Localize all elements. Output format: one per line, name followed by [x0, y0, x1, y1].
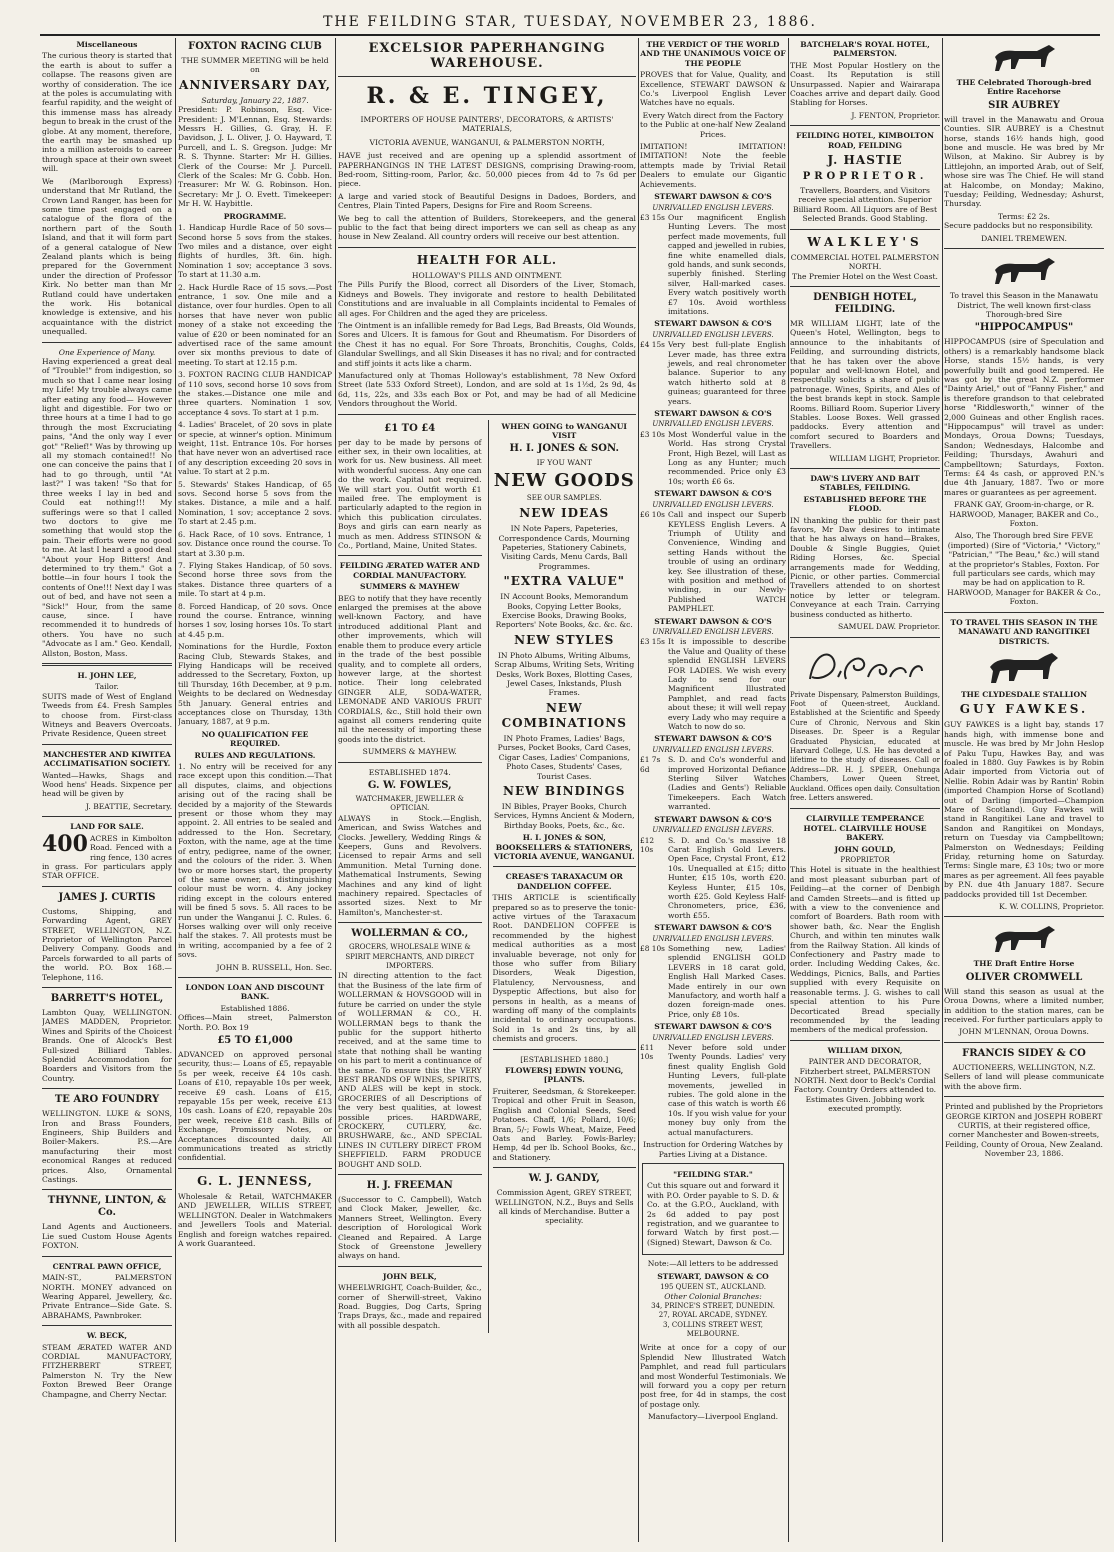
- tingey-title: R. & E. TINGEY,: [366, 83, 608, 109]
- russell-signature: JOHN B. RUSSELL, Hon. Sec.: [216, 962, 332, 972]
- denbigh-title: DENBIGH HOTEL, FEILDING.: [813, 291, 917, 315]
- imitation-note: IMITATION! IMITATION! IMITATION! Note the feeble attempts made by Trivial Retail Dealers to emulate our Gigantic Achievements.: [640, 142, 786, 189]
- ordering-instructions: Instruction for Ordering Watches by Parties Living at a Distance.: [643, 1140, 783, 1159]
- dawson-name: STEWART DAWSON & CO'S: [654, 616, 772, 626]
- tingey-address: VICTORIA AVENUE, WANGANUI, & PALMERSTON NORTH,: [369, 137, 605, 147]
- divider: [944, 248, 1104, 249]
- divider: [944, 1042, 1104, 1043]
- batchelar-title: BATCHELAR'S ROYAL HOTEL, PALMERSTON.: [800, 40, 930, 59]
- dr-speer-signature-image: [800, 643, 930, 689]
- belk-body: WHEELWRIGHT, Coach-Builder, &c., corner of Sherwill-street, Vakino Road. Buggies, Dog Carts, Spring Traps Drays, &c., made and repaired with all possible despatch.: [338, 1283, 482, 1330]
- divider: [493, 1049, 637, 1050]
- watch-item: [640, 213, 786, 316]
- racehorse-illustration: [989, 254, 1059, 288]
- denbigh-signature: WILLIAM LIGHT, Proprietor.: [829, 453, 940, 463]
- watch-price: £6 10s: [640, 510, 665, 520]
- freeman-body: (Successor to C. Campbell), Watch and Clock Maker, Jeweller, &c. Manners Street, Wellington. Every description of Horological Work Cleaned and Repaired. A Large Stock of Greenstone Jewellery always on hand.: [338, 1195, 482, 1261]
- sidey-subtitle: AUCTIONEERS, WELLINGTON, N.Z.: [952, 1062, 1096, 1072]
- hop-bitters-poem: Having experienced a great deal of "Trouble!" from indigestion, so much so that I came near losing my Life! My trouble always came after eating any food— However light and digestible. For two or three hours at a time I had to go through the most Excruciating pains, "And the only way I ever got" "Relief!" Was by throwing up all my stomach contained!! No one can conceive the pains that I had to go through, until "At last?" I was taken! "So that for three weeks I lay in bed and Could eat nothing!!! My sufferings were so that I called two doctors to give me something that would stop the pain. Their efforts were no good to me. At last I heard a good deal "About your Hop Bitters! And determined to try them." Got a bottle—in four hours I took the contents of One!!! Next day I was out of bed, and have not seen a "Sick!" Hour, from the same cause, since. I have recommended it to hundreds of others. You have no such "Advocate as I am." Geo. Kendall, Allston, Boston, Mass.: [42, 357, 172, 658]
- hippocampus-name: "HIPPOCAMPUS": [974, 322, 1074, 334]
- order-coupon[interactable]: [642, 1163, 784, 1255]
- belk-title: JOHN BELK,: [382, 1271, 437, 1281]
- aubrey-signature: DANIEL TREMEWEN.: [981, 233, 1067, 243]
- feilding-hotel-body: Travellers, Boarders, and Visitors receive special attention. Superior Billiard Room. All Liquors are of Best Selected Brands. Good Stabling.: [793, 186, 937, 224]
- draft-horse-illustration: [989, 922, 1059, 956]
- nominations: Nominations for the Hurdle, Foxton Racing Club, Stewards Stakes, and Flying Handicaps will be received addressed to the Secretary, Foxton, up till Thursday, 16th December, at 9 p.m. Weights to be declared on Wednesday 5th January. General entries and acceptances close on Thursday, 13th January, 1887, at 9 p.m.: [178, 642, 332, 727]
- race-event: 5. Stewards' Stakes Handicap, of 65 sovs. Second horse 5 sovs from the stakes. Distance, a mile and a half. Nomination, 1 sov; acceptance 2 sovs. To start at 2.45 p.m.: [178, 479, 332, 527]
- divider: [338, 247, 636, 248]
- loan-title: LONDON LOAN AND DISCOUNT BANK.: [185, 982, 325, 1002]
- dawson-subtitle: UNRIVALLED ENGLISH LEVERS.: [652, 420, 774, 429]
- health-paragraph: The Pills Purify the Blood, correct all Disorders of the Liver, Stomach, Kidneys and Bowels. They invigorate and restore to health Debilitated Constitutions and are invaluable in all Complaints incidental to Females of all ages. For Children and the aged they are priceless.: [338, 280, 636, 318]
- dawson-name: STEWART DAWSON & CO'S: [654, 409, 772, 419]
- new-styles-heading: NEW STYLES: [514, 632, 615, 647]
- divider: [790, 468, 940, 469]
- extra-value-body: IN Account Books, Memorandum Books, Copying Letter Books, Exercise Books, Drawing Books, Reporters' Note Books, &c. &c. &c.: [495, 592, 633, 630]
- money-text: per day to be made by persons of either sex, in their own localities, at work for us. New business. All meet with wonderful success. Any one can do the work. Capital not required. We will start you. Outfit worth £1 mailed free. The employment is particularly adapted to the region in which this publication circulates. Boys and girls can earn nearly as much as men. Address STINSON & Co., Portland, Maine, United States.: [338, 437, 482, 551]
- divider: [42, 987, 172, 988]
- dawson-name: STEWART DAWSON & CO'S: [654, 734, 772, 744]
- tingey-subtitle: IMPORTERS OF HOUSE PAINTERS', DECORATORS, & ARTISTS' MATERIALS,: [360, 115, 614, 134]
- watch-desc: Never before sold under Twenty Pounds. Ladies' very finest quality English Gold Hunting Levers, full-plate movements, jewelled in rubies. The gold alone in the case of this watch is worth £6 10s. If you wish value for your money buy only from the actual manufacturers.: [668, 1043, 786, 1137]
- fowles-subtitle: WATCHMAKER, JEWELLER & OPTICIAN.: [355, 794, 464, 813]
- watch-desc: Call and inspect our Superb KEYLESS English Levers. A Triumph of Utility and Convenience, Winding and setting Hands without the trouble of using an ordinary key. See illustration of these, with position and method of winding, in our Newly-Published WATCH PAMPHLET.: [668, 510, 786, 614]
- watch-item: [640, 1043, 786, 1137]
- guy-fawkes-name: GUY FAWKES.: [959, 702, 1089, 717]
- masthead: THE FEILDING STAR, TUESDAY, NOVEMBER 23, 1886.: [40, 10, 1100, 36]
- new-styles-body: IN Photo Albums, Writing Albums, Scrap Albums, Writing Sets, Writing Desks, Work Boxes, Blotting Cases, Jewel Cases, Inkstands, Plush Frames.: [494, 650, 635, 698]
- land-title: LAND FOR SALE.: [70, 822, 144, 832]
- tingey-paragraph: A large and varied stock of Beautiful Designs in Dadoes, Borders, and Centres, Plain Tinted Papers, Designs for Fire and Room Screens.: [338, 191, 636, 211]
- divider: [42, 816, 172, 817]
- race-event: 4. Ladies' Bracelet, of 20 sovs in plate or specie, at winner's option. Minimum weight, 11st. Entrance 10s. For horses that have never won an advertised race of any description exceeding 20 sovs in value. To start at 2 p.m.: [178, 420, 332, 477]
- clydesdale-heading: THE CLYDESDALE STALLION: [960, 689, 1088, 699]
- land-acres-number: 400: [42, 830, 88, 857]
- earth-theory-paragraph: The curious theory is started that the earth is about to suffer a collapse. The reasons given are worthy of consideration. The ice at the poles is accumulating with fearful rapidity, and the weight of this immense mass has already begun to break in the crust of the globe. At any moment, therefore, the earth may be smashed up into a million asteroids to career through space at their own sweet will.: [42, 51, 172, 174]
- watch-price: £12 10s: [640, 835, 655, 854]
- rules-body: 1. No entry will be received for any race except upon this condition.—That all disputes, claims, and objections arising out of the racing shall be decided by a majority of the Stewards present or those whom they may appoint. 2. All entries to be sealed and addressed to the Hon. Secretary, Foxton, with the name, age at the time of entry, pedigree, name of the owner, and the colours of the rider. 3. When two or more horses start, the property of the same owner, a distinguishing colour must be worn. 4. Any jockey riding except in the colours entered will be fined 5 sovs. 5. All races to be run under the Wanganui J. C. Rules. 6. Horses walking over will only receive half the stakes. 7. All protests must be in writing, accompanied by a fee of 2 sovs.: [178, 762, 332, 960]
- poem-title: One Experience of Many.: [58, 347, 156, 357]
- watch-price: £3 15s: [640, 637, 665, 647]
- jones-want: IF YOU WANT: [536, 458, 592, 468]
- column-3-left: [338, 420, 482, 1334]
- dawson-address-name: STEWART, DAWSON & CO: [657, 1271, 769, 1281]
- gould-name: JOHN GOULD,: [834, 844, 896, 854]
- column-1: [42, 38, 172, 1542]
- publisher-imprint: Printed and published by the Proprietors GEORGE KIRTON and JOSEPH ROBERT CURTIS, at their registered office, corner Manchester and Bowen-streets, Feilding, County of Oroua, New Zealand. November 23, 1886.: [945, 1102, 1103, 1159]
- race-event: 6. Hack Race, of 10 sovs. Entrance, 1 sov. Distance once round the course. To start at 3.30 p.m.: [178, 529, 332, 558]
- divider: [42, 342, 172, 343]
- watch-price: £11 10s: [640, 1043, 655, 1062]
- address-note: Note:—All letters to be addressed: [647, 1259, 779, 1269]
- column-rule: [175, 38, 176, 1542]
- watch-item: [640, 510, 786, 613]
- watch-item: [640, 340, 786, 406]
- gandy-title: W. J. GANDY,: [528, 1173, 600, 1185]
- divider: [42, 1189, 172, 1190]
- flora-paragraph: We (Marlborough Express) understand that Mr Rutland, the Crown Land Ranger, has been for some time past engaged on a catalogue of the flora of the northern part of the South Island, and that it will form part of a general catalogue of New Zealand plants which is being prepared for the Government under the direction of Professor Kirk. No better man than Mr Rutland could have undertaken the work. His botanical knowledge is extensive, and his acquaintance with the district unequalled.: [42, 176, 172, 337]
- batchelar-body: THE Most Popular Hostlery on the Coast. Its Reputation is still Unsurpassed. Napier and Wairarapa Coaches arrive and depart daily. Good Stabling for Horses.: [790, 60, 940, 108]
- watch-price: £1 7s 6d: [640, 755, 661, 774]
- new-ideas-heading: NEW IDEAS: [519, 506, 610, 521]
- watch-price: £3 10s: [640, 429, 665, 439]
- watch-desc: Something new, Ladies' splendid ENGLISH GOLD LEVERS in 18 carat gold, English Hall Marked Cases. Made entirely in our own Manufactory, and worth half a dozen foreign-made ones. Price, only £8 10s.: [668, 943, 786, 1019]
- fowles-body: ALWAYS in Stock.—English, American, and Swiss Watches and Clocks. Jewellery, Wedding Rings & Keepers, Guns and Revolvers. Licensed to repair Arms and sell Ammunition. Metal Turning done. Mathematical Instruments, Sewing Machines and any kind of light machinery repaired. Spectacles of assorted sizes. Next to Mr Hamilton's, Manchester-st.: [338, 813, 482, 917]
- racehorse-illustration: [989, 41, 1059, 75]
- new-combinations-body: IN Photo Frames, Ladies' Bags, Purses, Pocket Books, Card Cases, Cigar Cases, Ladies' Companions, Photo Cases, Students' Cases, Tourist Cases.: [497, 733, 631, 781]
- feilding-hotel-title: FEILDING HOTEL, KIMBOLTON ROAD, FEILDING: [796, 131, 934, 150]
- feve-notice: Also, The Thorough bred Sire FEVE (imported) (Sire of "Victoria," "Victory," "Patrician," "The Beau," &c.) will stand at the proprietor's Stables, Foxton. For full particulars see cards, which may may be had on application to R. HARWOOD, Manager for BAKER & Co., Foxton.: [947, 531, 1101, 607]
- verdict-title: THE VERDICT OF THE WORLD AND THE UNANIMOUS VOICE OF THE PEOPLE: [640, 40, 786, 68]
- sidey-title: FRANCIS SIDEY & CO: [962, 1047, 1086, 1059]
- tingey-paragraph: We beg to call the attention of Builders, Storekeepers, and the general public to the fact that being direct importers we can sell as cheap as any house in New Zealand. All country orders will receive our best attention.: [338, 213, 636, 242]
- summers-title: SUMMERS & MAYHEW: [360, 582, 460, 592]
- divider: [338, 1174, 482, 1175]
- jones-intro: WHEN GOING to WANGANUI VISIT: [501, 421, 627, 440]
- watch-item: [640, 430, 786, 486]
- watch-item: [640, 944, 786, 1019]
- watch-desc: Our magnificent English Hunting Levers. The most perfect made movements, full capped and jewelled in rubies, fine white enamelled dials, gold hands, and sunk seconds, superbly finished. Sterling silver, Hall-marked cases. Every watch positively worth £7 10s. Avoid worthless imitations.: [668, 212, 786, 316]
- watch-item: [640, 755, 786, 811]
- dawson-subtitle: UNRIVALLED ENGLISH LEVERS.: [652, 934, 774, 943]
- other-branches: Other Colonial Branches:: [664, 1292, 762, 1302]
- rules-heading: RULES AND REGULATIONS.: [194, 750, 316, 760]
- divider: [790, 637, 940, 638]
- new-bindings-heading: NEW BINDINGS: [503, 783, 626, 798]
- speer-signature-text: [844, 686, 845, 687]
- divider: [493, 866, 637, 867]
- fowles-title: G. W. FOWLES,: [367, 779, 452, 791]
- clairville-body: This Hotel is situate in the healthiest and most pleasant suburban part of Feilding—at the corner of Denbigh and Camden Streets—and is fitted up with a view to the convenience and comfort of Boarders. Bath room with shower bath, &c. Near the English Church, and within ten minutes walk from the Railway Station. All kinds of Confectionery and Pastry made to order. Including Wedding Cakes, &c. Weddings, Picnics, Balls, and Parties supplied with every Requisite on reasonable terms. J. G. wishes to call special attention to his Pure Decorticated Bread specially recommended by the leading members of the medical profession.: [790, 865, 940, 1035]
- verdict-intro: PROVES that for Value, Quality, and Excellence, STEWART DAWSON & Co.'s Liverpool English Lever Watches have no equals.: [640, 70, 786, 108]
- money-heading: £1 TO £4: [384, 422, 436, 434]
- travel-heading: TO TRAVEL THIS SEASON IN THE MANAWATU AND RANGITIKEI DISTRICTS.: [950, 617, 1098, 646]
- watch-desc: Very best full-plate English Lever made, has three extra jewels, and real chronometer balance. Superior to any watch hitherto sold at 8 guineas; guaranteed for three years.: [668, 340, 786, 406]
- freeman-title: H. J. FREEMAN: [366, 1180, 453, 1191]
- dawson-subtitle: UNRIVALLED ENGLISH LEVERS.: [652, 627, 774, 636]
- miscellaneous-heading: Miscellaneous: [76, 40, 138, 49]
- hastie-proprietor: PROPRIETOR.: [802, 171, 928, 183]
- branch-melbourne: 3, COLLINS STREET WEST, MELBOURNE.: [662, 1320, 764, 1338]
- pawn-title: CENTRAL PAWN OFFICE,: [52, 1261, 162, 1271]
- anniversary-day: ANNIVERSARY DAY,: [179, 77, 331, 92]
- daw-title: DAW'S LIVERY AND BAIT STABLES, FEILDING.: [810, 474, 920, 493]
- jones-name: H. I. JONES & SON.: [509, 443, 619, 455]
- lee-title: H. JOHN LEE,: [77, 671, 137, 680]
- race-event: 2. Hack Hurdle Race of 15 sovs.—Post entrance, 1 sov. One mile and a distance, over four hurdles. Open to all horses that have never won public money of a stake not exceeding the value of £20 or been nominated for an advertised race of the same amount over six months previous to date of meeting. To start at 12.15 p.m.: [178, 282, 332, 367]
- lee-body: SUITS made of West of England Tweeds from £4. Fresh Samples to choose from. First-class Witneys and Beavers Overcoats. Private Residence, Queen street: [42, 691, 172, 739]
- dawson-subtitle: UNRIVALLED ENGLISH LEVERS.: [652, 500, 774, 509]
- draft-body: Will stand this season as usual at the Oroua Downs, where a limited number, in addition to the station mares, can be received. For further particulars apply to: [944, 986, 1104, 1025]
- divider: [338, 762, 482, 763]
- draft-signature: JOHN M'LENNAN, Oroua Downs.: [959, 1027, 1089, 1037]
- racing-club-title: FOXTON RACING CLUB: [188, 41, 322, 52]
- daw-body: IN thanking the public for their past favors, Mr Daw desires to intimate that he has always on hand—Brakes, Double & Single Buggies, Quiet Riding Horses, &c. Special arrangements made for Wedding, Picnic, or other parties. Commercial Travellers attended to on shortest notice by letter or telegram. Conveyance at each Train. Carrying business conducted as hitherto.: [790, 515, 940, 619]
- beck-body: STEAM ÆRATED WATER AND CORDIAL MANUFACTORY, FITZHERBERT STREET, Palmerston N. Try the New Foxton Brewed Beer Orange Champagne, and Cherry Nectar.: [42, 1342, 172, 1399]
- dawson-name: STEWART DAWSON & CO'S: [654, 814, 772, 824]
- jenness-title: G. L. JENNESS,: [197, 1173, 313, 1188]
- column-rule: [638, 38, 639, 1542]
- divider: [42, 1256, 172, 1257]
- column-2: [178, 38, 332, 1542]
- feilding-aerated-title: FEILDING ÆRATED WATER AND CORDIAL MANUFACTORY.: [339, 561, 480, 580]
- aubrey-name: SIR AUBREY: [988, 99, 1060, 111]
- meeting-date: Saturday, January 22, 1887.: [201, 95, 309, 105]
- dixon-body: PAINTER AND DECORATOR, Fitzherbert street, PALMERSTON NORTH. Next door to Beck's Cordial Factory. Country Orders attended to. Estimates Given. Jobbing work executed promptly.: [793, 1057, 937, 1114]
- watch-item: [640, 637, 786, 731]
- column-3-right: [488, 420, 637, 1334]
- column-6: [944, 38, 1104, 1542]
- daw-flood: ESTABLISHED BEFORE THE FLOOD.: [803, 494, 927, 514]
- draft-heading: THE Draft Entire Horse: [973, 959, 1075, 969]
- dawson-subtitle: UNRIVALLED ENGLISH LEVERS.: [652, 826, 774, 835]
- hippocampus-signature: FRANK GAY, Groom-in-charge, or R. HARWOOD, Manager, BAKER and Co., Foxton.: [949, 500, 1099, 529]
- dawson-street: 195 QUEEN ST., AUCKLAND.: [660, 1282, 766, 1291]
- officials: President: P. Robinson, Esq. Vice-President: J. M'Lennan, Esq. Stewards: Messrs H. Gillies, G. Gray, H. F. Davidson, J. L. Oliver, J. O. Hayward, T. Purcell, and L. S. Gregson. Judge: Mr R. S. Thynne. Starter: Mr H. Gillies. Clerk of the Course: Mr J. Purcell. Clerk of the Scales: Mr G. Cobb. Hon. Treasurer: Mr W. G. Robinson. Hon. Secretary: Mr J. O. Evett. Timekeeper: Mr H. W. Haybittle.: [178, 105, 332, 209]
- sidey-body: Sellers of land will please communicate with the above firm.: [944, 1072, 1104, 1091]
- divider: [338, 76, 636, 77]
- watch-desc: Most Wonderful value in the World. Has strong Crystal Front, High Bezel, will Last as Long as any Hunter; much recommended. Price only £3 10s; worth £6 6s.: [668, 429, 786, 486]
- curtis-body: Customs, Shipping, and Forwarding Agent, GREY STREET, WELLINGTON, N.Z. Proprietor of Wellington Parcel Delivery Company. Goods and Parcels forwarded to all parts of the world. P.O. Box 168.—Telephone, 116.: [42, 906, 172, 982]
- hastie-name: J. HASTIE: [827, 153, 903, 168]
- divider: [338, 414, 636, 415]
- divider: [42, 1325, 172, 1326]
- dawson-name: STEWART DAWSON & CO'S: [654, 489, 772, 499]
- health-title: HEALTH FOR ALL.: [416, 252, 558, 267]
- divider: [790, 286, 940, 287]
- beck-title: W. BECK,: [86, 1331, 128, 1341]
- watch-price: £8 10s: [640, 943, 665, 953]
- branch-sydney: 27, ROYAL ARCADE, SYDNEY.: [658, 1311, 768, 1320]
- thynne-title: THYNNE, LINTON, & Co.: [47, 1195, 167, 1219]
- race-event: 7. Flying Stakes Handicap, of 50 sovs. Second horse three sovs from the stakes. Distance three quarters of a mile. To start at 4 p.m.: [178, 560, 332, 599]
- divider: [42, 663, 172, 666]
- clydesdale-illustration: [984, 649, 1064, 687]
- walkley-title: WALKLEY'S: [807, 234, 923, 249]
- loan-range: £5 TO £1,000: [217, 1035, 293, 1046]
- column-rule: [942, 38, 943, 1542]
- watch-desc: S. D. and Co's wonderful and improved Horizontal Defiance Sterling Silver Watches (Ladies and Gents') Reliable Timekeepers. Each Watch warranted.: [668, 755, 786, 812]
- wollerman-subtitle: GROCERS, WHOLESALE WINE & SPIRIT MERCHANTS, AND DIRECT IMPORTERS.: [345, 943, 475, 971]
- watch-desc: It is impossible to describe the Value and Quality of these splendid ENGLISH LEVERS FOR LADIES. We wish every Lady to send for our Magnificent Illustrated Pamphlet, and read facts about these; it will well repay every Lady who may require a Watch to now do so.: [668, 637, 786, 732]
- walkley-body: The Premier Hotel on the West Coast.: [792, 271, 938, 281]
- manufactory-line: Manufactory—Liverpool England.: [648, 1412, 778, 1422]
- fowles-established: ESTABLISHED 1874.: [368, 767, 451, 777]
- divider: [493, 1167, 637, 1168]
- gould-proprietor: PROPRIETOR: [840, 856, 890, 864]
- loan-offices: Offices—Main street, Palmerston North. P.O. Box 19: [178, 1013, 332, 1032]
- coupon-title: "FEILDING STAR.": [673, 1169, 753, 1179]
- jones-address: H. I. JONES & SON, BOOKSELLERS & STATIONERS, VICTORIA AVENUE, WANGANUI.: [493, 833, 635, 861]
- dawson-subtitle: UNRIVALLED ENGLISH LEVERS.: [652, 1033, 774, 1042]
- meeting-line: THE SUMMER MEETING will be held on: [181, 56, 329, 75]
- no-fee-heading: NO QUALIFICATION FEE REQUIRED.: [201, 729, 309, 749]
- divider: [42, 886, 172, 887]
- health-paragraph: The Ointment is an infallible remedy for Bad Legs, Bad Breasts, Old Wounds, Sores and Ulcers. It is famous for Gout and Rheumatism. For Disorders of the Chest it has no equal. For Sore Throats, Bronchitis, Coughs, Colds, Glandular Swellings, and all Skin Diseases it has no rival; and for contracted and stiff joints it acts like a charm.: [338, 320, 636, 368]
- divider: [790, 229, 940, 230]
- race-event: 8. Forced Handicap, of 20 sovs. Once round the course. Entrance, winning horses 1 sov, losing horses 10s. To start at 4.45 p.m.: [178, 601, 332, 639]
- barrett-body: Lambton Quay, WELLINGTON. JAMES MADDEN, Proprietor. Wines and Spirits of the Choicest Brands. One of Alcock's Best Full-sized Billiard Tables. Splendid Accommodation for Boarders and Visitors from the Country.: [42, 1007, 172, 1083]
- watch-price: £3 15s: [640, 212, 665, 222]
- health-paragraph: Manufactured only at Thomas Holloway's establishment, 78 New Oxford Street (late 533 Oxford Street), London, and are sold at 1s 1½d, 2s 9d, 4s 6d, 11s, 22s, and 33s each Box or Pot, and may be had of all Medicine Vendors throughout the World.: [338, 370, 636, 409]
- column-5: [790, 38, 940, 1542]
- race-event: 3. FOXTON RACING CLUB HANDICAP of 110 sovs, second horse 10 sovs from the stakes.—Distance one mile and three quarters. Nomination 1 sov, acceptance 4 sovs. To start at 1 p.m.: [178, 370, 332, 417]
- summers-signature: SUMMERS & MAYHEW.: [362, 747, 457, 757]
- watch-desc: S. D. and Co.'s massive 18 Carat English Gold Levers. Open Face, Crystal Front, £12 10s. Unequalled at £15; ditto Hunter, £15 10s, worth £20. Keyless Hunter, £15 10s, worth £25. Gold Keyless Half-Chronometers, price, £36, worth £55.: [668, 835, 786, 920]
- dawson-name: STEWART DAWSON & CO'S: [654, 923, 772, 933]
- young-established: [ESTABLISHED 1880.]: [520, 1054, 609, 1064]
- divider: [944, 1096, 1104, 1097]
- wollerman-body: IN directing attention to the fact that the Business of the late firm of WOLLERMAN & HOVSGOOD will in future be carried on under the style of WOLLERMAN & CO., H. WOLLERMAN begs to thank the public for the support hitherto received, and at the same time to state that nothing shall be wanting on his part to merit a continuance of the same. To ensure this the VERY BEST BRANDS OF WINES, SPIRITS, AND ALES will be kept in stock. GROCERIES of all Descriptions of the very best qualities, at lowest possible prices. HARDWARE, CROCKERY, CUTLERY, &c. BRUSHWARE, &c., AND SPECIAL LINES IN CUTLERY DIRECT FROM SHEFFIELD. FARM PRODUCE BOUGHT AND SOLD.: [338, 971, 482, 1169]
- coupon-body: Cut this square out and forward it with P.O. Order payable to S. D. & Co. at the G.P.O., Auckland, with 2s 6d added to pay post registration, and we guarantee to forward Watch by first post.—(Signed) Stewart, Dawson & Co.: [647, 1181, 779, 1247]
- oliver-cromwell-name: OLIVER CROMWELL: [965, 971, 1083, 983]
- new-combinations-heading: NEW COMBINATIONS: [501, 700, 627, 730]
- dawson-name: STEWART DAWSON & CO'S: [654, 319, 772, 329]
- new-goods: NEW GOODS: [493, 469, 635, 491]
- programme-heading: PROGRAMME.: [223, 211, 287, 221]
- foundry-body: WELLINGTON. LUKE & SONS, Iron and Brass Founders, Engineers, Ship Builders and Boiler-Makers. P.S.—Are manufacturing their most economical Ranges at reduced prices. Also, Ornamental Castings.: [42, 1109, 172, 1185]
- summers-body: BEG to notify that they have recently enlarged the premises at the above well-known Factory, and have introduced additional Plant and other improvements, which will enable them to produce every article in the trade of the best possible quality, and to complete all orders, however large, at the shortest notice. Their long celebrated GINGER ALE, SODA-WATER, LEMONADE AND VARIOUS FRUIT CORDIALS, &c., Still hold their own against all comers rendering quite nil the necessity of importing these goods into the district.: [338, 593, 482, 744]
- young-title: FLOWERS] EDWIN YOUNG, [PLANTS.: [505, 1066, 624, 1085]
- dawson-subtitle: UNRIVALLED ENGLISH LEVERS.: [652, 330, 774, 339]
- dawson-subtitle: UNRIVALLED ENGLISH LEVERS.: [652, 203, 774, 212]
- divider: [42, 1088, 172, 1089]
- barrett-title: BARRETT'S HOTEL,: [50, 992, 164, 1004]
- pamphlet-offer: Write at once for a copy of our Splendid New Illustrated Watch Pamphlet, and read full particulars and most Wonderful Testimonials. We will forward you a copy per return post free, for 4d in stamps, the cost of postage only.: [640, 1343, 786, 1409]
- aubrey-body: will travel in the Manawatu and Oroua Counties. SIR AUBREY is a Chestnut horse, stands 16½ hands high, good bone and muscle. He was bred by Mr Wilson, at Makino. Sir Aubrey is by Littlejohn, an imported Arab, out of Self, whose sire was The Chief. He will stand at Halcombe, on Monday; Makino, Tuesday; Feilding, Wednesday; Ashurst, Thursday.: [944, 114, 1104, 209]
- kiwitea-body: Wanted—Hawks, Shags and Wood hens' Heads. Sixpence per head will be given by: [42, 770, 172, 799]
- column-4: [640, 38, 786, 1542]
- crease-body: THIS ARTICLE is scientifically prepared so as to preserve the tonic-active virtues of the Taraxacum Root. DANDELION COFFEE is recommended by the highest medical authorities as a most invaluable beverage, not only for those who suffer from Biliary Disorders, Weak Digestion, Flatulency, Nervousness, and Dyspeptic Affections, but also for persons in health, as a means of warding off many of the complaints incidental to ordinary occupations. Sold in 1s and 2s tins, by all chemists and grocers.: [492, 893, 636, 1044]
- divider: [178, 977, 332, 978]
- curtis-title: JAMES J. CURTIS: [58, 891, 156, 903]
- hippocampus-body: HIPPOCAMPUS (sire of Speculation and others) is a remarkably handsome black Horse, stands 15½ hands, is very powerfully built and good tempered. He was got by the great N.Z. performer "Dainty Ariel," out of "Fanny Fisher," and is therefore grandson to that celebrated horse "Riddlesworth," winner of the 2,000 Guineas and other English races. "Hippocampus" will travel as under: Mondays, Oroua Downs; Tuesdays, Sandon; Wednesdays, Halcombe and Feilding; Thursdays, Awahuri and Campbelltown; Saturdays, Foxton. Terms: £4 4s cash, or approved P.N.'s due 4th January, 1887. Two or more mares or guarantees as per agreement.: [944, 337, 1104, 497]
- divider: [338, 555, 482, 556]
- aubrey-note: Secure paddocks but no responsibility.: [944, 221, 1093, 231]
- divider: [790, 808, 940, 809]
- health-subtitle: HOLLOWAY'S PILLS AND OINTMENT.: [411, 270, 563, 280]
- dawson-name: STEWART DAWSON & CO'S: [654, 192, 772, 202]
- gandy-body: Commission Agent, GREY STREET, WELLINGTON, N.Z., Buys and Sells all kinds of Merchandise. Butter a speciality.: [494, 1188, 634, 1226]
- denbigh-body: MR WILLIAM LIGHT, late of the Queen's Hotel, Wellington, begs to announce to the inhabitants of Feilding, and surrounding districts, that he has taken over the above popular and well-known Hotel, and respectfully solicits a share of public patronage. Wines, Spirits, and Ales of the best brands kept in stock. Sample Rooms. Billiard Room. Superior Livery Stables. Loose Boxes. Well grassed paddocks. Every attention and comfort secured to Boarders and Travellers.: [790, 318, 940, 451]
- guy-fawkes-body: GUY FAWKES is a light bay, stands 17 hands high, with immense bone and muscle. He was bred by Mr John Heslop of Paku Tupu, Hawkes Bay, and was foaled in 1880. Guy Fawkes is by Robin Adair imported from Victoria out of Nellie. Robin Adair was by Rantin' Robin (imported Champion Horse of Scotland) out of Darling (imported—Champion Mare of Scotland). Guy Fawkes will stand in Rangitikei Lane and travel to Sandon and Rangitikei on Mondays, return on Tuesday via Campbelltown; Palmerston on Wednesdays; Feilding Friday, returning home on Saturday. Terms: Single mare, £3 10s; two or more mares as per agreement. All fees payable by P.N. due 4th January 1887. Secure paddocks provided till 1st December.: [944, 720, 1104, 899]
- aubrey-terms: Terms: £2 2s.: [998, 211, 1050, 221]
- jones-samples: SEE OUR SAMPLES.: [526, 493, 602, 502]
- thynne-body: Land Agents and Auctioneers. Lie sued Custom House Agents FOXTON.: [42, 1222, 172, 1251]
- loan-established: Established 1886.: [220, 1003, 290, 1013]
- excelsior-banner: EXCELSIOR PAPERHANGING WAREHOUSE.: [368, 41, 606, 71]
- divider: [944, 916, 1104, 917]
- land-body: ACRES in Kimbolton Road. Fenced with a ring fence, 130 acres in grass. For particulars apply STAR OFFICE.: [42, 833, 172, 881]
- divider: [338, 922, 482, 923]
- walkley-subtitle: COMMERCIAL HOTEL PALMERSTON NORTH.: [790, 252, 940, 272]
- kiwitea-signature: J. BEATTIE, Secretary.: [85, 801, 172, 811]
- dawson-name: STEWART DAWSON & CO'S: [654, 1022, 772, 1032]
- column-3: [338, 38, 636, 1542]
- column-3-split: [338, 420, 636, 1334]
- dawson-subtitle: UNRIVALLED ENGLISH LEVERS.: [652, 745, 774, 754]
- divider: [944, 612, 1104, 613]
- clairville-title: CLAIRVILLE TEMPERANCE HOTEL. CLAIRVILLE HOUSE BAKERY.: [803, 814, 927, 843]
- column-rule: [335, 38, 336, 1542]
- tingey-paragraph: HAVE just received and are opening up a splendid assortment of PAPERHANGINGS IN THE LATEST DESIGNS, comprising Drawing-room, Bed-room, Sitting-room, Parlor, &c. 50,000 pieces from 4d to 7s 6d per piece.: [338, 151, 636, 189]
- pawn-body: MAIN-ST., PALMERSTON NORTH. MONEY advanced on Wearing Apparel, Jewellery, &c. Private Entrance—Side Gate. S. ABRAHAMS, Pawnbroker.: [42, 1273, 172, 1320]
- daw-signature: SAMUEL DAW. Proprietor.: [838, 622, 940, 632]
- aubrey-heading: THE Celebrated Thorough-bred Entire Racehorse: [956, 78, 1092, 97]
- new-ideas-body: IN Note Papers, Papeteries, Correspondence Cards, Mourning Papeteries, Stationery Cabinets, Visiting Cards, Menu Cards, Ball Programmes.: [498, 524, 630, 571]
- lee-subtitle: Tailor.: [95, 682, 119, 692]
- factory-note: Every Watch direct from the Factory to the Public at one-half New Zealand Prices.: [640, 110, 786, 139]
- divider: [338, 1266, 482, 1267]
- loan-text: ADVANCED on approved personal security, thus:— Loans of £5, repayable 5s per week, receive £4 10s cash. Loans of £10, repayable 10s per week, receive £9 cash. Loans of £15, repayable 15s per week, receive £13 10s cash. Loans of £20, repayable 20s per week, receive £18 cash. Bills of Exchange, Promissory Notes, or Acceptances discounted daily. All communications treated as strictly confidential.: [178, 1050, 332, 1163]
- watch-price: £4 15s: [640, 340, 665, 350]
- young-body: Fruiterer, Seedsman, & Storekeeper. Tropical and other Fruit in Season, English and Colonial Seeds, Seed Potatoes. Chaff, 1/6; Pollard, 10/6; Bran, 5/-; Fowls Wheat, Maize, Feed Oats and Barley. Fowls-Barley; Hemp, 4d per lb. School Books, &c., and Stationery.: [492, 1086, 636, 1162]
- wollerman-title: WOLLERMAN & CO.,: [351, 928, 469, 940]
- batchelar-signature: J. FENTON, Proprietor.: [851, 110, 940, 120]
- hippocampus-heading: To travel this Season in the Manawatu District, The well known first-class Thorough-bred Sire: [949, 291, 1099, 319]
- jenness-body: Wholesale & Retail, WATCHMAKER AND JEWELLER, WILLIS STREET, WELLINGTON. Dealer in Watchmakers and Jewellers Tools and Material. English and foreign watches repaired. A work Guaranteed.: [178, 1191, 332, 1248]
- divider: [178, 1168, 332, 1169]
- guy-fawkes-signature: K. W. COLLINS, Proprietor.: [999, 902, 1104, 912]
- crease-title: CREASE'S TARAXACUM OR DANDELION COFFEE.: [505, 872, 623, 891]
- column-rule: [788, 38, 789, 1542]
- foundry-title: TE ARO FOUNDRY: [54, 1094, 160, 1106]
- new-bindings-body: IN Bibles, Prayer Books, Church Services, Hymns Ancient & Modern, Birthday Books, Poets, &c., &c.: [493, 801, 635, 830]
- divider: [42, 744, 172, 745]
- extra-value-heading: "EXTRA VALUE": [503, 574, 625, 589]
- race-event: 1. Handicap Hurdle Race of 50 sovs—Second horse 5 sovs from the stakes. Two miles and a distance, over eight flights of hurdles, 3ft. 6in. high. Nomination 1 sov; acceptance 3 sovs. To start at 11.30 a.m.: [178, 223, 332, 280]
- divider: [790, 125, 940, 126]
- speer-body: Private Dispensary, Palmerston Buildings, Foot of Queen-street, Auckland. Established at the Scientific and Speedy Cure of Chronic, Nervous and Skin Diseases. Dr. Speer is a Regular Graduated Physician, educated at Harvard College, U.S. He has devoted a lifetime to the study of diseases. Call or Address—DR. H. J. SPEER, Onehunga Chambers, Lower Queen Street, Auckland. Offices open daily. Consultation free. Letters answered.: [790, 690, 940, 802]
- watch-item: [640, 836, 786, 921]
- divider: [790, 1040, 940, 1041]
- kiwitea-title: MANCHESTER AND KIWITEA ACCLIMATISATION SOCIETY.: [43, 749, 171, 769]
- dixon-title: WILLIAM DIXON,: [827, 1045, 903, 1055]
- branch-dunedin: 34, PRINCE'S STREET, DUNEDIN.: [651, 1301, 775, 1310]
